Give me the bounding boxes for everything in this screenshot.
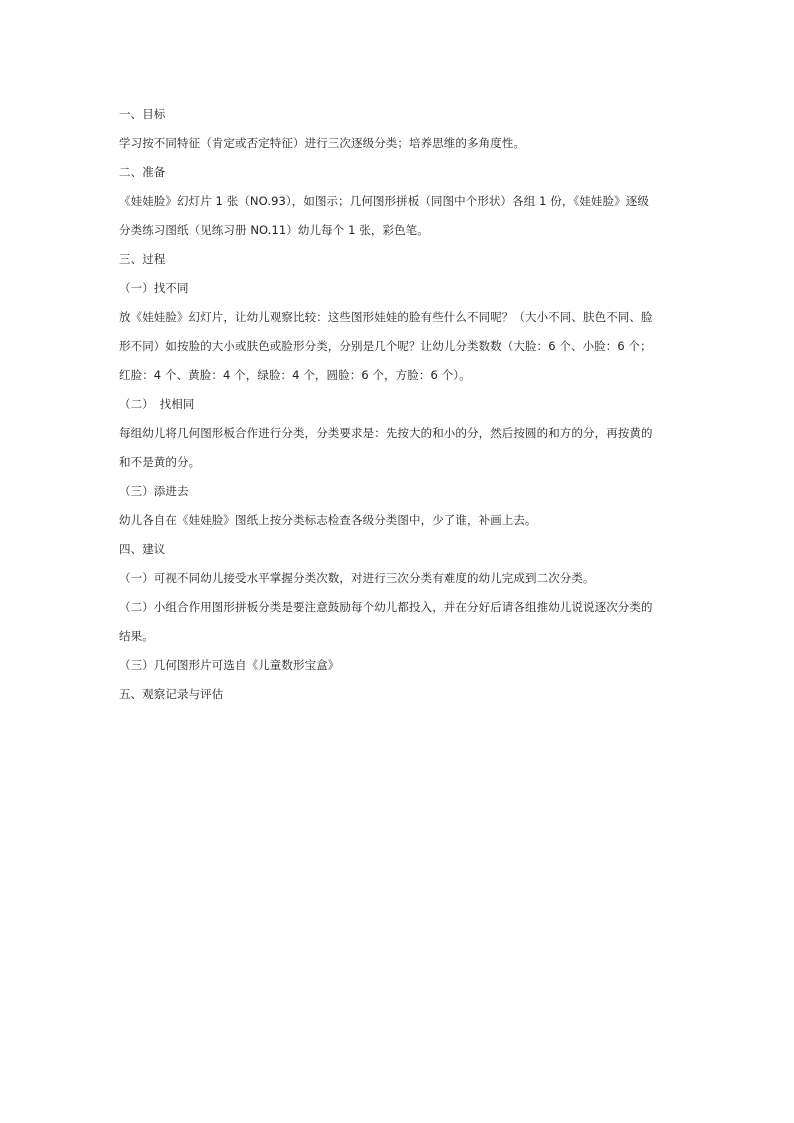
subheading-add-in: （三）添进去 <box>119 484 189 498</box>
paragraph-line: 和不是黄的分。 <box>119 455 201 469</box>
paragraph-line: 红脸：4 个、黄脸：4 个，绿脸：4 个，圆脸：6 个，方脸：6 个）。 <box>119 368 471 382</box>
heading-preparation: 二、准备 <box>119 165 166 179</box>
heading-observation: 五、观察记录与评估 <box>119 687 224 701</box>
subheading-find-same: （二） 找相同 <box>119 397 195 411</box>
paragraph-line: 分类练习图纸（见练习册 NO.11）幼儿每个 1 张，彩色笔。 <box>119 223 429 237</box>
paragraph-line: 《娃娃脸》幻灯片 1 张（NO.93），如图示；几何图形拼板（同图中个形状）各组 1 份，《娃娃脸》逐级 <box>119 194 649 208</box>
document-body <box>119 100 679 709</box>
paragraph-line: 放《娃娃脸》幻灯片，让幼儿观察比较：这些图形娃娃的脸有些什么不同呢？（大小不同、肤色不同、脸 <box>119 310 653 324</box>
subheading-find-differences: （一）找不同 <box>119 281 189 295</box>
paragraph-line: 形不同）如按脸的大小或肤色或脸形分类，分别是几个呢？让幼儿分类数数（大脸：6 个、小脸：6 个； <box>119 339 652 353</box>
paragraph-line: 每组幼儿将几何图形板合作进行分类，分类要求是：先按大的和小的分，然后按圆的和方的分，再按黄的 <box>119 426 653 440</box>
heading-goal: 一、目标 <box>119 107 166 121</box>
suggestion-item: （一）可视不同幼儿接受水平掌握分类次数，对进行三次分类有难度的幼儿完成到二次分类。 <box>119 571 595 585</box>
paragraph-line: 结果。 <box>119 629 154 643</box>
paragraph-line: 学习按不同特征（肯定或否定特征）进行三次逐级分类；培养思维的多角度性。 <box>119 136 525 150</box>
paragraph-line: 幼儿各自在《娃娃脸》图纸上按分类标志检查各级分类图中，少了谁，补画上去。 <box>119 513 537 527</box>
heading-process: 三、过程 <box>119 252 166 266</box>
suggestion-item: （三）几何图形片可选自《儿童数形宝盒》 <box>119 658 340 672</box>
suggestion-item: （二）小组合作用图形拼板分类是要注意鼓励每个幼儿都投入，并在分好后请各组推幼儿说说逐次分类的 <box>119 600 653 614</box>
heading-suggestions: 四、建议 <box>119 542 166 556</box>
